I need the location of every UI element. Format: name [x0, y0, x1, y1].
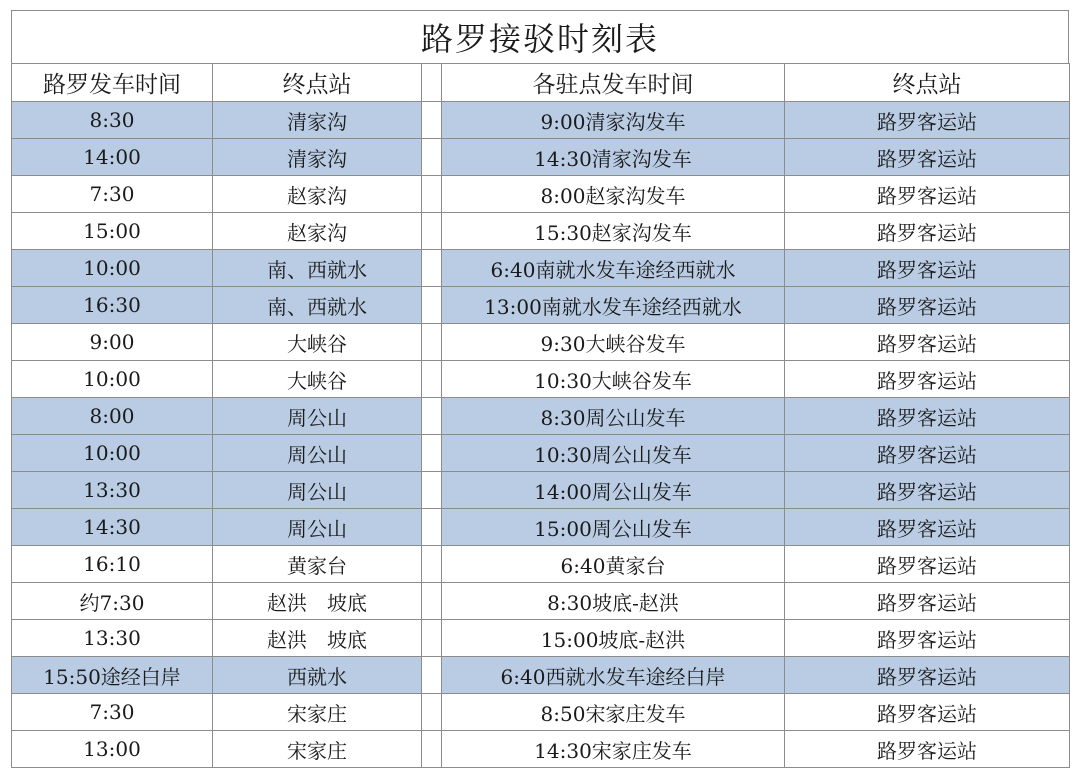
destination-cell: 西就水 [213, 657, 422, 694]
return-destination-cell: 路罗客运站 [785, 731, 1070, 768]
header-row [12, 64, 1070, 102]
destination-cell: 周公山 [213, 398, 422, 435]
depart-time-cell: 10:00 [12, 250, 213, 287]
table-row [12, 213, 1070, 250]
column-gap [422, 435, 442, 472]
header-depart-time: 路罗发车时间 [12, 64, 213, 102]
return-destination-cell: 路罗客运站 [785, 509, 1070, 546]
table-row [12, 139, 1070, 176]
table-row [12, 102, 1070, 139]
destination-cell: 南、西就水 [213, 250, 422, 287]
depart-time-cell: 7:30 [12, 176, 213, 213]
column-gap [422, 398, 442, 435]
column-gap [422, 472, 442, 509]
return-destination-cell: 路罗客运站 [785, 250, 1070, 287]
destination-cell: 黄家台 [213, 546, 422, 583]
return-time-cell: 10:30周公山发车 [442, 435, 785, 472]
table-row [12, 176, 1070, 213]
return-destination-cell: 路罗客运站 [785, 176, 1070, 213]
column-gap [422, 509, 442, 546]
destination-cell: 周公山 [213, 509, 422, 546]
return-destination-cell: 路罗客运站 [785, 657, 1070, 694]
table-title: 路罗接驳时刻表 [11, 10, 1069, 63]
return-destination-cell: 路罗客运站 [785, 694, 1070, 731]
table-row [12, 546, 1070, 583]
return-time-cell: 10:30大峡谷发车 [442, 361, 785, 398]
table-row [12, 472, 1070, 509]
table-row [12, 731, 1070, 768]
depart-time-cell: 10:00 [12, 361, 213, 398]
column-gap [422, 620, 442, 657]
return-time-cell: 9:30大峡谷发车 [442, 324, 785, 361]
return-destination-cell: 路罗客运站 [785, 139, 1070, 176]
destination-cell: 周公山 [213, 435, 422, 472]
depart-time-cell: 15:00 [12, 213, 213, 250]
table-row [12, 398, 1070, 435]
return-time-cell: 6:40南就水发车途经西就水 [442, 250, 785, 287]
column-gap [422, 324, 442, 361]
return-time-cell: 6:40黄家台 [442, 546, 785, 583]
return-time-cell: 13:00南就水发车途经西就水 [442, 287, 785, 324]
destination-cell: 赵洪 坡底 [213, 620, 422, 657]
depart-time-cell: 14:30 [12, 509, 213, 546]
destination-cell: 清家沟 [213, 102, 422, 139]
return-time-cell: 15:30赵家沟发车 [442, 213, 785, 250]
depart-time-cell: 15:50途经白岸 [12, 657, 213, 694]
column-gap [422, 250, 442, 287]
depart-time-cell: 16:10 [12, 546, 213, 583]
column-gap [422, 361, 442, 398]
return-destination-cell: 路罗客运站 [785, 213, 1070, 250]
table-row [12, 435, 1070, 472]
table-row [12, 287, 1070, 324]
depart-time-cell: 13:30 [12, 472, 213, 509]
depart-time-cell: 13:30 [12, 620, 213, 657]
table-row [12, 509, 1070, 546]
schedule-table [11, 63, 1070, 768]
return-destination-cell: 路罗客运站 [785, 583, 1070, 620]
return-time-cell: 9:00清家沟发车 [442, 102, 785, 139]
schedule-sheet [11, 10, 1069, 768]
depart-time-cell: 14:00 [12, 139, 213, 176]
return-destination-cell: 路罗客运站 [785, 546, 1070, 583]
destination-cell: 周公山 [213, 472, 422, 509]
depart-time-cell: 9:00 [12, 324, 213, 361]
depart-time-cell: 8:00 [12, 398, 213, 435]
depart-time-cell: 16:30 [12, 287, 213, 324]
header-return-destination: 终点站 [785, 64, 1070, 102]
table-row [12, 694, 1070, 731]
destination-cell: 赵家沟 [213, 213, 422, 250]
destination-cell: 大峡谷 [213, 361, 422, 398]
return-time-cell: 8:00赵家沟发车 [442, 176, 785, 213]
table-row [12, 250, 1070, 287]
header-destination: 终点站 [213, 64, 422, 102]
depart-time-cell: 约7:30 [12, 583, 213, 620]
destination-cell: 宋家庄 [213, 731, 422, 768]
destination-cell: 宋家庄 [213, 694, 422, 731]
table-row [12, 620, 1070, 657]
return-destination-cell: 路罗客运站 [785, 620, 1070, 657]
table-row [12, 657, 1070, 694]
column-gap [422, 583, 442, 620]
column-gap [422, 102, 442, 139]
destination-cell: 清家沟 [213, 139, 422, 176]
depart-time-cell: 8:30 [12, 102, 213, 139]
table-row [12, 324, 1070, 361]
destination-cell: 南、西就水 [213, 287, 422, 324]
column-gap [422, 731, 442, 768]
return-time-cell: 15:00周公山发车 [442, 509, 785, 546]
return-time-cell: 15:00坡底-赵洪 [442, 620, 785, 657]
column-gap [422, 694, 442, 731]
return-destination-cell: 路罗客运站 [785, 398, 1070, 435]
table-row [12, 361, 1070, 398]
return-destination-cell: 路罗客运站 [785, 361, 1070, 398]
column-gap [422, 64, 442, 102]
column-gap [422, 287, 442, 324]
return-destination-cell: 路罗客运站 [785, 102, 1070, 139]
return-time-cell: 8:30周公山发车 [442, 398, 785, 435]
column-gap [422, 213, 442, 250]
return-time-cell: 14:00周公山发车 [442, 472, 785, 509]
depart-time-cell: 10:00 [12, 435, 213, 472]
column-gap [422, 546, 442, 583]
return-time-cell: 14:30宋家庄发车 [442, 731, 785, 768]
return-destination-cell: 路罗客运站 [785, 472, 1070, 509]
column-gap [422, 657, 442, 694]
depart-time-cell: 13:00 [12, 731, 213, 768]
return-time-cell: 14:30清家沟发车 [442, 139, 785, 176]
return-destination-cell: 路罗客运站 [785, 324, 1070, 361]
column-gap [422, 176, 442, 213]
table-row [12, 583, 1070, 620]
return-time-cell: 6:40西就水发车途经白岸 [442, 657, 785, 694]
header-return-time: 各驻点发车时间 [442, 64, 785, 102]
return-destination-cell: 路罗客运站 [785, 287, 1070, 324]
return-time-cell: 8:30坡底-赵洪 [442, 583, 785, 620]
column-gap [422, 139, 442, 176]
depart-time-cell: 7:30 [12, 694, 213, 731]
destination-cell: 大峡谷 [213, 324, 422, 361]
return-destination-cell: 路罗客运站 [785, 435, 1070, 472]
destination-cell: 赵洪 坡底 [213, 583, 422, 620]
destination-cell: 赵家沟 [213, 176, 422, 213]
return-time-cell: 8:50宋家庄发车 [442, 694, 785, 731]
